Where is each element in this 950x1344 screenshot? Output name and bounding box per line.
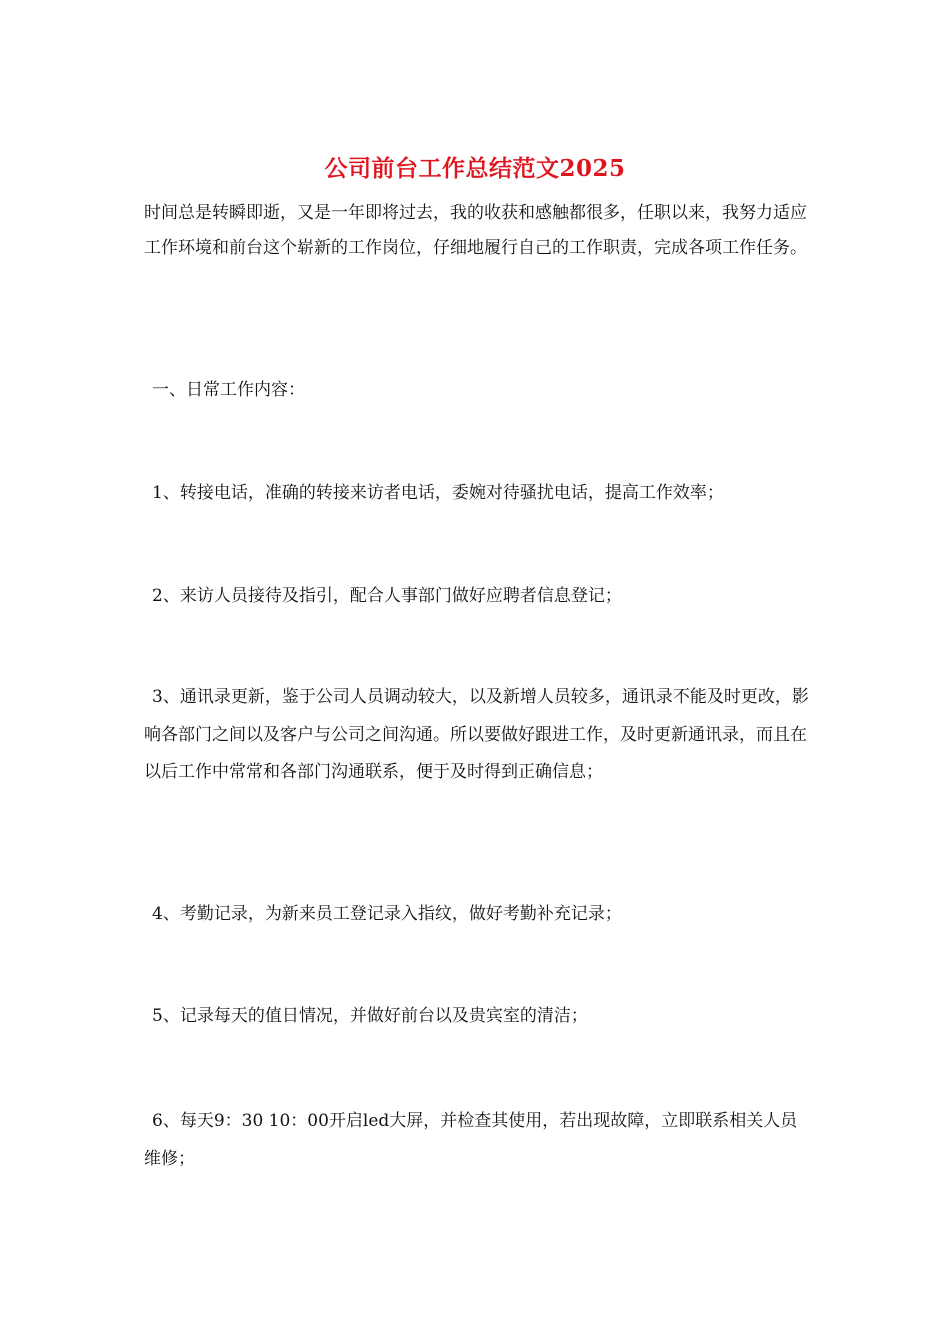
document-title: 公司前台工作总结范文2025 [324, 155, 626, 182]
list-item-6: 6、每天9：30 10：00开启led大屏，并检查其使用，若出现故障，立即联系相关人员维修； [144, 1111, 798, 1169]
list-item-5: 5、记录每天的值日情况，并做好前台以及贵宾室的清洁； [152, 1006, 588, 1026]
list-item-3: 3、通讯录更新，鉴于公司人员调动较大，以及新增人员较多，通讯录不能及时更改，影响各部门之间以及客户与公司之间沟通。所以要做好跟进工作，及时更新通讯录，而且在以后工作中常常和各部门沟通联系，便于及时得到正确信息； [144, 687, 809, 782]
list-item-2: 2、来访人员接待及指引，配合人事部门做好应聘者信息登记； [152, 586, 622, 606]
section-heading: 一、日常工作内容： [152, 380, 305, 400]
intro-paragraph: 时间总是转瞬即逝，又是一年即将过去，我的收获和感触都很多，任职以来，我努力适应工作环境和前台这个崭新的工作岗位，仔细地履行自己的工作职责，完成各项工作任务。 [144, 203, 807, 258]
list-item-1: 1、转接电话，准确的转接来访者电话，委婉对待骚扰电话，提高工作效率； [152, 483, 724, 503]
list-item-4: 4、考勤记录，为新来员工登记录入指纹，做好考勤补充记录； [152, 904, 622, 924]
